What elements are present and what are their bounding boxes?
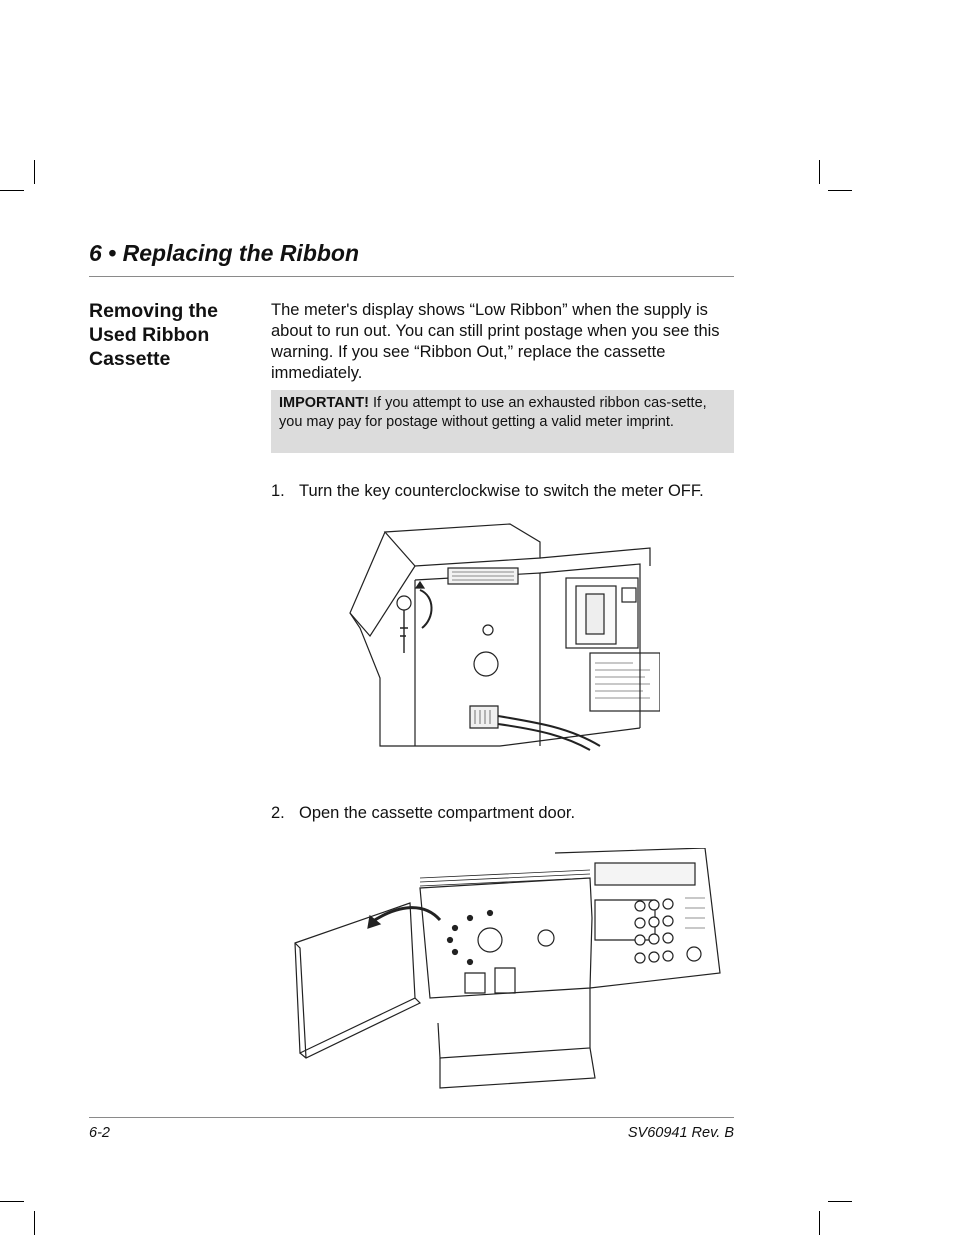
step-number: 1. [271, 482, 285, 500]
crop-mark [819, 160, 820, 184]
step-number: 2. [271, 804, 285, 822]
crop-mark [0, 1201, 24, 1202]
note-text: If you attempt to use an exhausted ribbon cas-sette, you may pay for postage without getting a valid meter imprint. [279, 395, 707, 430]
crop-mark [828, 190, 852, 191]
crop-mark [0, 190, 24, 191]
important-note [271, 390, 734, 453]
crop-mark [828, 1201, 852, 1202]
page-number: 6-2 [89, 1125, 110, 1141]
step-text: Turn the key counterclockwise to switch the meter OFF. [299, 482, 704, 500]
crop-mark [34, 1211, 35, 1235]
step-2 [271, 804, 575, 823]
step-text: Open the cassette compartment door. [299, 804, 576, 822]
header-rule [89, 276, 734, 277]
chapter-title: 6 • Replacing the Ribbon [89, 240, 360, 266]
meter-key-illustration [340, 518, 660, 753]
crop-mark [819, 1211, 820, 1235]
document-id: SV60941 Rev. B [627, 1125, 734, 1141]
crop-mark [34, 160, 35, 184]
footer-rule [89, 1117, 734, 1118]
note-label: IMPORTANT! [279, 395, 369, 411]
step-1 [271, 482, 704, 501]
section-heading: Removing the Used Ribbon Cassette [89, 300, 218, 370]
cassette-door-illustration [290, 848, 730, 1093]
intro-paragraph: The meter's display shows “Low Ribbon” when the supply is about to run out. You can still print postage when you see this warning. If you see “Ribbon Out,” replace the cassette immediately. [271, 301, 720, 382]
